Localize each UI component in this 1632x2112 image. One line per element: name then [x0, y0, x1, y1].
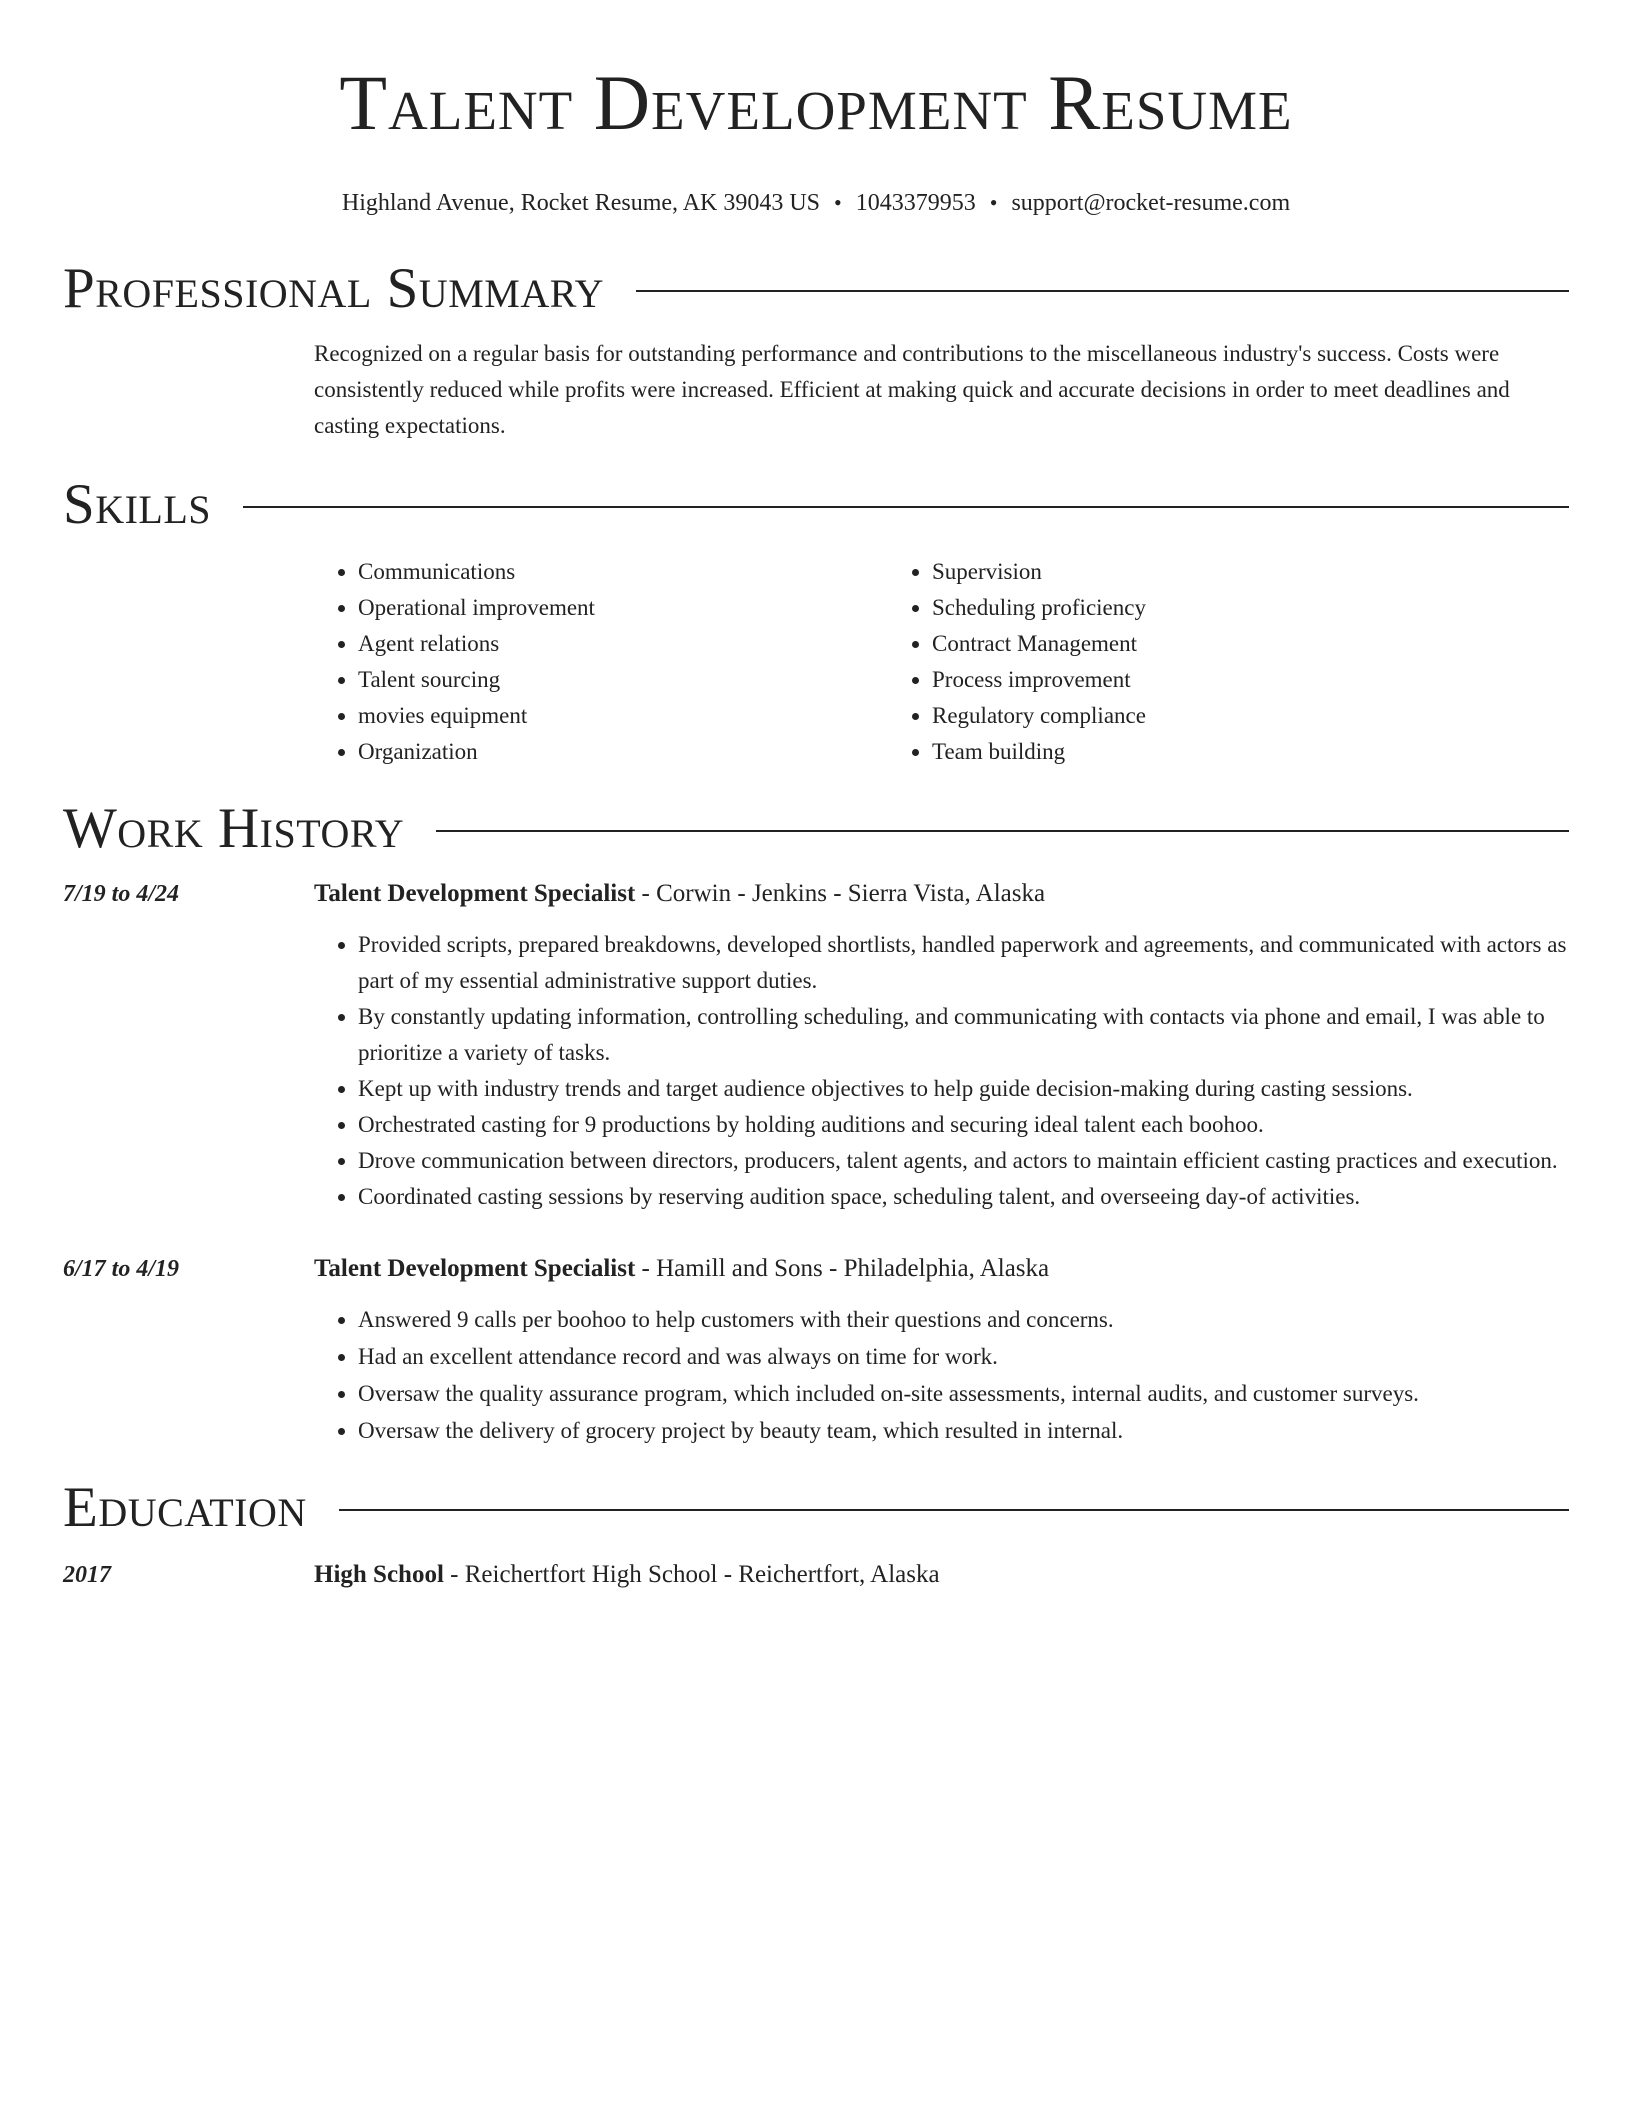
skills-list: [314, 554, 1569, 770]
work-bullets: [314, 1301, 1569, 1449]
section-divider: [636, 290, 1569, 292]
job-details: - Corwin - Jenkins - Sierra Vista, Alaska: [635, 880, 1046, 907]
work-bullet: • Coordinated casting sessions by reserving audition space, scheduling talent, and overseeing day-of activities.: [358, 1179, 1569, 1215]
work-dates: 6/17 to 4/19: [63, 1256, 180, 1282]
work-heading: Work History: [63, 797, 405, 860]
skill-item: • Operational improvement: [358, 590, 888, 626]
work-bullet: • Drove communication between directors, producers, talent agents, and actors to maintain efficient casting practices and execution.: [358, 1143, 1569, 1179]
skill-item: • Team building: [932, 734, 1462, 770]
skills-section-header: [63, 472, 1569, 538]
education-section-header: [63, 1475, 1569, 1541]
skill-item: • Agent relations: [358, 626, 888, 662]
work-section-header: [63, 796, 1569, 862]
contact-separator: •: [834, 190, 842, 215]
job-details: - Hamill and Sons - Philadelphia, Alaska: [635, 1255, 1050, 1282]
education-details: - Reichertfort High School - Reichertfort, Alaska: [443, 1561, 940, 1588]
contact-separator: •: [989, 190, 998, 215]
skill-item: • Supervision: [932, 554, 1462, 590]
resume-title: Talent Development Resume: [339, 59, 1293, 146]
work-dates: 7/19 to 4/24: [63, 881, 180, 907]
work-title-line: [314, 876, 1569, 912]
section-divider: [436, 830, 1569, 832]
skills-column-right: [888, 554, 1462, 770]
work-bullet: • Kept up with industry trends and target audience objectives to help guide decision-making during casting sessions.: [358, 1071, 1569, 1107]
contact-address: Highland Avenue, Rocket Resume, AK 39043 US: [341, 190, 821, 216]
skill-item: • Communications: [358, 554, 888, 590]
skill-item: • Contract Management: [932, 626, 1462, 662]
skill-item: • Regulatory compliance: [932, 698, 1462, 734]
work-bullet: • By constantly updating information, controlling scheduling, and communicating with contacts via phone and email, I was able to prioritize a variety of tasks.: [358, 999, 1569, 1071]
education-year: 2017: [63, 1562, 111, 1588]
work-entry: [63, 1251, 1569, 1449]
skills-column-left: [314, 554, 888, 770]
skill-item: • Scheduling proficiency: [932, 590, 1462, 626]
work-title-line: [314, 1251, 1569, 1287]
education-entry-content: [314, 1557, 1569, 1593]
work-bullet: • Provided scripts, prepared breakdowns, developed shortlists, handled paperwork and agreements, and communicated with actors as part of my essential administrative support duties.: [358, 927, 1569, 999]
work-bullet: • Orchestrated casting for 9 productions by holding auditions and securing ideal talent each boohoo.: [358, 1107, 1569, 1143]
job-title: Talent Development Specialist: [314, 880, 636, 907]
work-bullet: • Had an excellent attendance record and was always on time for work.: [358, 1338, 1569, 1375]
skill-item: • Talent sourcing: [358, 662, 888, 698]
skill-item: • Organization: [358, 734, 888, 770]
skill-item: • Process improvement: [932, 662, 1462, 698]
work-bullet: • Oversaw the delivery of grocery project by beauty team, which resulted in internal.: [358, 1412, 1569, 1449]
section-divider: [339, 1509, 1569, 1511]
work-bullets: [314, 927, 1569, 1215]
contact-phone: 1043379953: [855, 190, 976, 216]
skill-item: • movies equipment: [358, 698, 888, 734]
summary-section-header: [63, 256, 1569, 322]
summary-text: Recognized on a regular basis for outstanding performance and contributions to the miscellaneous industry's success. Costs were consistently reduced while profits were increased. Efficient at making quick and accurate decisions in order to meet deadlines and casting expectations.: [314, 341, 1510, 438]
work-bullet: • Oversaw the quality assurance program, which included on-site assessments, internal audits, and customer surveys.: [358, 1375, 1569, 1412]
work-entry-content: [314, 876, 1569, 1215]
skills-heading: Skills: [63, 473, 212, 536]
job-title: Talent Development Specialist: [314, 1255, 636, 1282]
education-degree: High School: [314, 1561, 444, 1588]
education-title-line: [314, 1557, 1569, 1593]
contact-line: [63, 188, 1569, 218]
work-entry: [63, 876, 1569, 1215]
work-bullet: • Answered 9 calls per boohoo to help customers with their questions and concerns.: [358, 1301, 1569, 1338]
summary-heading: Professional Summary: [63, 257, 605, 320]
work-entry-content: [314, 1251, 1569, 1449]
education-entry: [63, 1557, 1569, 1593]
contact-email: support@rocket-resume.com: [1011, 190, 1291, 216]
section-divider: [243, 506, 1569, 508]
education-heading: Education: [63, 1476, 307, 1539]
